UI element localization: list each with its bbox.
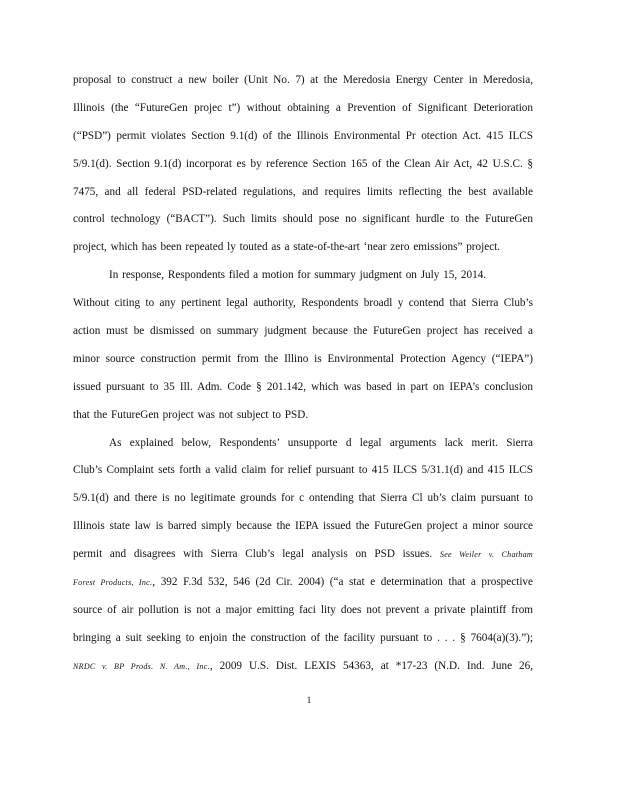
text-line-with-citation [73,572,533,600]
text-segment: permit and disagrees with Sierra Club’s legal analysis on PSD issues. [73,548,433,561]
page-number: 1 [306,696,312,706]
text-line: bringing a suit seeking to enjoin the construction of the facility pursuant to . . . § 7604(a)(3).”); [73,631,533,644]
text-line: (“PSD”) permit violates Section 9.1(d) of the Illinois Environmental Pr otection Act. 415 ILCS [73,129,533,142]
case-citation: See Weiler v. Chatham [439,550,533,560]
paragraph-start-line: As explained below, Respondents’ unsupporte d legal arguments lack merit. Sierra [109,436,533,449]
text-line: source of air pollution is not a major emitting faci lity does not prevent a private plaintiff from [73,603,533,616]
text-line: action must be dismissed on summary judgment because the FutureGen project has received a [73,325,533,338]
text-line: minor source construction permit from the Illino is Environmental Protection Agency (“IEPA”) [73,352,533,365]
text-line: Without citing to any pertinent legal authority, Respondents broadl y contend that Sierra Club’s [73,297,533,310]
text-line: 7475, and all federal PSD-related regulations, and requires limits reflecting the best available [73,185,533,198]
text-line: that the FutureGen project was not subject to PSD. [73,408,309,421]
text-line: Illinois (the “FutureGen projec t”) without obtaining a Prevention of Significant Deterioration [73,101,533,114]
text-line: proposal to construct a new boiler (Unit No. 7) at the Meredosia Energy Center in Meredosia, [73,74,533,86]
paragraph-start-line: In response, Respondents filed a motion for summary judgment on July 15, 2014. [109,269,487,282]
text-line: 5/9.1(d). Section 9.1(d) incorporat es by reference Section 165 of the Clean Air Act, 42 U.S.C. § [73,157,533,170]
text-line: Illinois state law is barred simply because the IEPA issued the FutureGen project a minor source [73,520,533,533]
document-body [73,70,533,684]
text-line: project, which has been repeated ly touted as a state-of-the-art ‘near zero emissions” project. [73,241,501,254]
text-line-with-citation [73,544,533,572]
text-line: control technology (“BACT”). Such limits should pose no significant hurdle to the FutureGen [73,213,533,226]
case-citation: Forest Products, Inc. [73,578,153,588]
text-line: 5/9.1(d) and there is no legitimate grounds for c ontending that Sierra Cl ub’s claim pursuant to [73,492,533,505]
text-line: Club’s Complaint sets forth a valid claim for relief pursuant to 415 ILCS 5/31.1(d) and 415 ILCS [73,464,533,477]
case-citation: NRDC v. BP Prods. N. Am., Inc. [73,661,210,671]
text-segment: , 2009 U.S. Dist. LEXIS 54363, at *17-23 (N.D. Ind. June 26, [209,659,534,672]
text-line-with-citation [73,656,533,684]
text-segment: , 392 F.3d 532, 546 (2d Cir. 2004) (“a stat e determination that a prospective [152,576,533,589]
text-line: issued pursuant to 35 Ill. Adm. Code § 201.142, which was based in part on IEPA’s conclusion [73,380,533,393]
